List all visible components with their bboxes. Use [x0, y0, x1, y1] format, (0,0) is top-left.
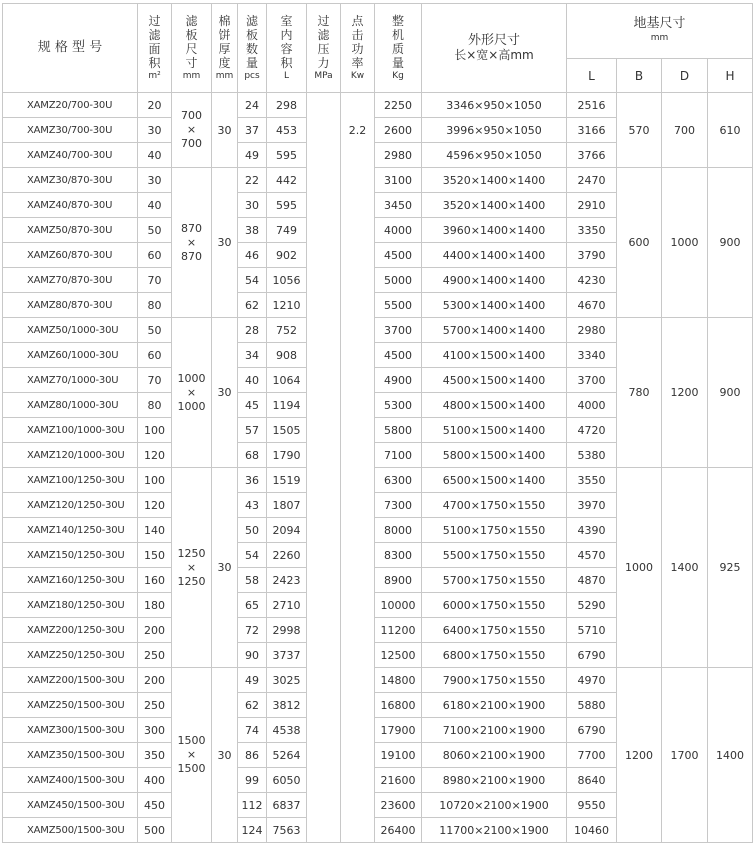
foundation-h-cell: 1400	[708, 668, 753, 843]
weight-cell: 11200	[375, 618, 422, 643]
foundation-l-cell: 2910	[567, 193, 617, 218]
weight-cell: 3100	[375, 168, 422, 193]
area-cell: 60	[138, 343, 172, 368]
volume-cell: 2710	[267, 593, 307, 618]
weight-cell: 3450	[375, 193, 422, 218]
foundation-l-cell: 2470	[567, 168, 617, 193]
model-cell: XAMZ50/1000-30U	[3, 318, 138, 343]
volume-cell: 595	[267, 143, 307, 168]
weight-cell: 7300	[375, 493, 422, 518]
model-cell: XAMZ80/870-30U	[3, 293, 138, 318]
weight-cell: 19100	[375, 743, 422, 768]
model-cell: XAMZ30/700-30U	[3, 118, 138, 143]
foundation-d-cell: 1200	[662, 318, 708, 468]
area-cell: 300	[138, 718, 172, 743]
volume-cell: 752	[267, 318, 307, 343]
foundation-d-cell: 1000	[662, 168, 708, 318]
model-cell: XAMZ60/1000-30U	[3, 343, 138, 368]
foundation-b-cell: 780	[617, 318, 662, 468]
foundation-l-cell: 3550	[567, 468, 617, 493]
area-cell: 500	[138, 818, 172, 843]
weight-cell: 17900	[375, 718, 422, 743]
outline-dims-cell: 8060×2100×1900	[422, 743, 567, 768]
header-weight: 整 机 质 量 Kg	[375, 4, 422, 93]
plate-count-cell: 99	[238, 768, 267, 793]
outline-dims-cell: 6180×2100×1900	[422, 693, 567, 718]
volume-cell: 1056	[267, 268, 307, 293]
outline-dims-cell: 6500×1500×1400	[422, 468, 567, 493]
model-cell: XAMZ120/1250-30U	[3, 493, 138, 518]
plate-size-part: ×	[186, 235, 197, 249]
plate-size-part: 700	[181, 137, 202, 150]
outline-dims-cell: 5800×1500×1400	[422, 443, 567, 468]
plate-count-cell: 49	[238, 143, 267, 168]
foundation-b-cell: 570	[617, 93, 662, 168]
foundation-l-cell: 5710	[567, 618, 617, 643]
foundation-l-cell: 4390	[567, 518, 617, 543]
header-foundation-d: D	[662, 59, 708, 93]
plate-count-cell: 72	[238, 618, 267, 643]
table-row	[3, 168, 753, 193]
outline-dims-cell: 11700×2100×1900	[422, 818, 567, 843]
foundation-l-cell: 4570	[567, 543, 617, 568]
plate-count-cell: 24	[238, 93, 267, 118]
outline-dims-cell: 3520×1400×1400	[422, 168, 567, 193]
plate-size-cell	[172, 168, 212, 318]
area-cell: 50	[138, 218, 172, 243]
plate-count-cell: 74	[238, 718, 267, 743]
plate-count-cell: 54	[238, 268, 267, 293]
model-cell: XAMZ250/1250-30U	[3, 643, 138, 668]
outline-dims-cell: 10720×2100×1900	[422, 793, 567, 818]
header-outline-dims: 外形尺寸 长×宽×高mm	[422, 4, 567, 93]
foundation-l-cell: 5880	[567, 693, 617, 718]
table-row	[3, 668, 753, 693]
header-area: 过 滤 面 积 m²	[138, 4, 172, 93]
foundation-h-cell: 610	[708, 93, 753, 168]
area-cell: 30	[138, 168, 172, 193]
plate-count-cell: 36	[238, 468, 267, 493]
header-pressure: 过 滤 压 力 MPa	[307, 4, 341, 93]
area-cell: 40	[138, 193, 172, 218]
plate-size-part: 700	[181, 109, 202, 122]
volume-cell: 1194	[267, 393, 307, 418]
foundation-l-cell: 4870	[567, 568, 617, 593]
volume-cell: 7563	[267, 818, 307, 843]
outline-dims-cell: 4100×1500×1400	[422, 343, 567, 368]
volume-cell: 1790	[267, 443, 307, 468]
plate-count-cell: 45	[238, 393, 267, 418]
area-cell: 400	[138, 768, 172, 793]
cake-thickness-cell: 30	[212, 318, 238, 468]
area-cell: 200	[138, 668, 172, 693]
plate-count-cell: 38	[238, 218, 267, 243]
plate-count-cell: 68	[238, 443, 267, 468]
model-cell: XAMZ150/1250-30U	[3, 543, 138, 568]
foundation-l-cell: 7700	[567, 743, 617, 768]
foundation-l-cell: 4000	[567, 393, 617, 418]
foundation-l-cell: 4970	[567, 668, 617, 693]
outline-dims-cell: 3520×1400×1400	[422, 193, 567, 218]
model-cell: XAMZ40/700-30U	[3, 143, 138, 168]
foundation-l-cell: 4720	[567, 418, 617, 443]
plate-count-cell: 65	[238, 593, 267, 618]
outline-dims-cell: 3346×950×1050	[422, 93, 567, 118]
outline-dims-cell: 7100×2100×1900	[422, 718, 567, 743]
power-cell-column	[341, 93, 375, 843]
model-cell: XAMZ50/870-30U	[3, 218, 138, 243]
foundation-b-cell: 1200	[617, 668, 662, 843]
weight-cell: 23600	[375, 793, 422, 818]
area-cell: 160	[138, 568, 172, 593]
weight-cell: 12500	[375, 643, 422, 668]
area-cell: 120	[138, 493, 172, 518]
model-cell: XAMZ160/1250-30U	[3, 568, 138, 593]
model-cell: XAMZ180/1250-30U	[3, 593, 138, 618]
foundation-l-cell: 2516	[567, 93, 617, 118]
outline-dims-cell: 5100×1750×1550	[422, 518, 567, 543]
foundation-l-cell: 2980	[567, 318, 617, 343]
weight-cell: 4900	[375, 368, 422, 393]
area-cell: 200	[138, 618, 172, 643]
plate-size-part: 1000	[177, 371, 206, 385]
model-cell: XAMZ70/1000-30U	[3, 368, 138, 393]
model-cell: XAMZ200/1500-30U	[3, 668, 138, 693]
header-model: 规 格 型 号	[3, 4, 138, 93]
area-cell: 40	[138, 143, 172, 168]
foundation-l-cell: 9550	[567, 793, 617, 818]
outline-dims-cell: 6400×1750×1550	[422, 618, 567, 643]
spec-table	[2, 3, 753, 843]
cake-thickness-cell: 30	[212, 168, 238, 318]
plate-size-part: 870	[181, 249, 202, 263]
foundation-l-cell: 3166	[567, 118, 617, 143]
volume-cell: 298	[267, 93, 307, 118]
foundation-l-cell: 3790	[567, 243, 617, 268]
weight-cell: 3700	[375, 318, 422, 343]
foundation-d-cell: 700	[662, 93, 708, 168]
model-cell: XAMZ120/1000-30U	[3, 443, 138, 468]
plate-count-cell: 62	[238, 693, 267, 718]
plate-size-cell	[172, 93, 212, 168]
model-cell: XAMZ400/1500-30U	[3, 768, 138, 793]
cake-thickness-cell: 30	[212, 93, 238, 168]
model-cell: XAMZ40/870-30U	[3, 193, 138, 218]
foundation-l-cell: 3700	[567, 368, 617, 393]
volume-cell: 1505	[267, 418, 307, 443]
table-row	[3, 468, 753, 493]
outline-dims-cell: 5700×1750×1550	[422, 568, 567, 593]
volume-cell: 2998	[267, 618, 307, 643]
weight-cell: 2980	[375, 143, 422, 168]
plate-count-cell: 30	[238, 193, 267, 218]
header-cake-thickness: 棉 饼 厚 度 mm	[212, 4, 238, 93]
table-row	[3, 318, 753, 343]
volume-cell: 1064	[267, 368, 307, 393]
outline-dims-cell: 8980×2100×1900	[422, 768, 567, 793]
area-cell: 80	[138, 393, 172, 418]
weight-cell: 4000	[375, 218, 422, 243]
weight-cell: 5000	[375, 268, 422, 293]
volume-cell: 595	[267, 193, 307, 218]
plate-size-cell	[172, 668, 212, 843]
volume-cell: 6050	[267, 768, 307, 793]
foundation-l-cell: 4670	[567, 293, 617, 318]
weight-cell: 26400	[375, 818, 422, 843]
outline-dims-cell: 5100×1500×1400	[422, 418, 567, 443]
model-cell: XAMZ500/1500-30U	[3, 818, 138, 843]
area-cell: 30	[138, 118, 172, 143]
volume-cell: 2423	[267, 568, 307, 593]
area-cell: 150	[138, 543, 172, 568]
model-cell: XAMZ300/1500-30U	[3, 718, 138, 743]
weight-cell: 8000	[375, 518, 422, 543]
plate-size-part: ×	[186, 123, 197, 136]
pressure-cell	[307, 93, 341, 843]
area-cell: 140	[138, 518, 172, 543]
volume-cell: 1519	[267, 468, 307, 493]
plate-size-part: 1250	[177, 574, 206, 588]
volume-cell: 749	[267, 218, 307, 243]
header-plate-count: 滤 板 数 量 pcs	[238, 4, 267, 93]
foundation-h-cell: 900	[708, 168, 753, 318]
volume-cell: 5264	[267, 743, 307, 768]
model-cell: XAMZ350/1500-30U	[3, 743, 138, 768]
model-cell: XAMZ140/1250-30U	[3, 518, 138, 543]
area-cell: 250	[138, 693, 172, 718]
area-cell: 100	[138, 468, 172, 493]
model-cell: XAMZ70/870-30U	[3, 268, 138, 293]
weight-cell: 21600	[375, 768, 422, 793]
area-cell: 60	[138, 243, 172, 268]
cake-thickness-cell: 30	[212, 468, 238, 668]
volume-cell: 908	[267, 343, 307, 368]
plate-count-cell: 62	[238, 293, 267, 318]
plate-count-cell: 50	[238, 518, 267, 543]
area-cell: 450	[138, 793, 172, 818]
outline-dims-cell: 3996×950×1050	[422, 118, 567, 143]
volume-cell: 4538	[267, 718, 307, 743]
volume-cell: 1210	[267, 293, 307, 318]
outline-dims-cell: 6800×1750×1550	[422, 643, 567, 668]
volume-cell: 6837	[267, 793, 307, 818]
model-cell: XAMZ250/1500-30U	[3, 693, 138, 718]
area-cell: 70	[138, 268, 172, 293]
model-cell: XAMZ200/1250-30U	[3, 618, 138, 643]
header-volume: 室 内 容 积 L	[267, 4, 307, 93]
outline-dims-cell: 5300×1400×1400	[422, 293, 567, 318]
outline-dims-cell: 5500×1750×1550	[422, 543, 567, 568]
foundation-h-cell: 925	[708, 468, 753, 668]
foundation-l-cell: 3340	[567, 343, 617, 368]
plate-size-part: 1500	[177, 734, 206, 747]
weight-cell: 5300	[375, 393, 422, 418]
model-cell: XAMZ80/1000-30U	[3, 393, 138, 418]
header-plate-size: 滤 板 尺 寸 mm	[172, 4, 212, 93]
outline-dims-cell: 4400×1400×1400	[422, 243, 567, 268]
header-foundation-h: H	[708, 59, 753, 93]
volume-cell: 453	[267, 118, 307, 143]
plate-count-cell: 86	[238, 743, 267, 768]
foundation-b-cell: 600	[617, 168, 662, 318]
outline-dims-cell: 3960×1400×1400	[422, 218, 567, 243]
plate-size-cell	[172, 318, 212, 468]
outline-dims-cell: 5700×1400×1400	[422, 318, 567, 343]
power-value: 2.2	[348, 124, 367, 137]
plate-count-cell: 46	[238, 243, 267, 268]
plate-size-part: ×	[186, 560, 197, 574]
plate-count-cell: 54	[238, 543, 267, 568]
outline-dims-cell: 7900×1750×1550	[422, 668, 567, 693]
foundation-l-cell: 5380	[567, 443, 617, 468]
area-cell: 50	[138, 318, 172, 343]
header-foundation: 地基尺寸 mm	[567, 4, 753, 59]
area-cell: 250	[138, 643, 172, 668]
outline-dims-cell: 4596×950×1050	[422, 143, 567, 168]
weight-cell: 8900	[375, 568, 422, 593]
header-power: 点 击 功 率 Kw	[341, 4, 375, 93]
foundation-l-cell: 6790	[567, 643, 617, 668]
plate-size-part: ×	[186, 748, 197, 761]
area-cell: 80	[138, 293, 172, 318]
outline-dims-cell: 4500×1500×1400	[422, 368, 567, 393]
outline-dims-cell: 4800×1500×1400	[422, 393, 567, 418]
volume-cell: 3737	[267, 643, 307, 668]
plate-count-cell: 58	[238, 568, 267, 593]
weight-cell: 4500	[375, 343, 422, 368]
volume-cell: 1807	[267, 493, 307, 518]
weight-cell: 8300	[375, 543, 422, 568]
plate-count-cell: 49	[238, 668, 267, 693]
area-cell: 350	[138, 743, 172, 768]
foundation-b-cell: 1000	[617, 468, 662, 668]
header-foundation-b: B	[617, 59, 662, 93]
area-cell: 100	[138, 418, 172, 443]
foundation-l-cell: 4230	[567, 268, 617, 293]
foundation-l-cell: 3766	[567, 143, 617, 168]
weight-cell: 10000	[375, 593, 422, 618]
area-cell: 180	[138, 593, 172, 618]
plate-count-cell: 90	[238, 643, 267, 668]
foundation-l-cell: 6790	[567, 718, 617, 743]
weight-cell: 7100	[375, 443, 422, 468]
outline-dims-cell: 4900×1400×1400	[422, 268, 567, 293]
header-foundation-l: L	[567, 59, 617, 93]
model-cell: XAMZ60/870-30U	[3, 243, 138, 268]
spec-table-body	[3, 93, 753, 843]
volume-cell: 902	[267, 243, 307, 268]
volume-cell: 3812	[267, 693, 307, 718]
plate-size-part: 1250	[177, 546, 206, 560]
outline-dims-cell: 4700×1750×1550	[422, 493, 567, 518]
plate-count-cell: 28	[238, 318, 267, 343]
weight-cell: 16800	[375, 693, 422, 718]
plate-count-cell: 22	[238, 168, 267, 193]
plate-count-cell: 57	[238, 418, 267, 443]
weight-cell: 2600	[375, 118, 422, 143]
weight-cell: 4500	[375, 243, 422, 268]
foundation-l-cell: 3350	[567, 218, 617, 243]
foundation-h-cell: 900	[708, 318, 753, 468]
plate-count-cell: 40	[238, 368, 267, 393]
model-cell: XAMZ30/870-30U	[3, 168, 138, 193]
area-cell: 120	[138, 443, 172, 468]
volume-cell: 2260	[267, 543, 307, 568]
foundation-l-cell: 3970	[567, 493, 617, 518]
model-cell: XAMZ450/1500-30U	[3, 793, 138, 818]
plate-size-part: ×	[186, 385, 197, 399]
plate-size-cell	[172, 468, 212, 668]
plate-count-cell: 37	[238, 118, 267, 143]
table-row	[3, 93, 753, 118]
plate-count-cell: 112	[238, 793, 267, 818]
plate-count-cell: 124	[238, 818, 267, 843]
weight-cell: 2250	[375, 93, 422, 118]
plate-count-cell: 43	[238, 493, 267, 518]
model-cell: XAMZ20/700-30U	[3, 93, 138, 118]
area-cell: 20	[138, 93, 172, 118]
foundation-d-cell: 1700	[662, 668, 708, 843]
cake-thickness-cell: 30	[212, 668, 238, 843]
weight-cell: 6300	[375, 468, 422, 493]
model-cell: XAMZ100/1000-30U	[3, 418, 138, 443]
plate-size-part: 870	[181, 221, 202, 235]
volume-cell: 442	[267, 168, 307, 193]
foundation-d-cell: 1400	[662, 468, 708, 668]
outline-dims-cell: 6000×1750×1550	[422, 593, 567, 618]
foundation-l-cell: 8640	[567, 768, 617, 793]
area-cell: 70	[138, 368, 172, 393]
model-cell: XAMZ100/1250-30U	[3, 468, 138, 493]
weight-cell: 5800	[375, 418, 422, 443]
foundation-l-cell: 5290	[567, 593, 617, 618]
plate-count-cell: 34	[238, 343, 267, 368]
weight-cell: 14800	[375, 668, 422, 693]
weight-cell: 5500	[375, 293, 422, 318]
volume-cell: 3025	[267, 668, 307, 693]
plate-size-part: 1500	[177, 762, 206, 775]
foundation-l-cell: 10460	[567, 818, 617, 843]
plate-size-part: 1000	[177, 399, 206, 413]
volume-cell: 2094	[267, 518, 307, 543]
